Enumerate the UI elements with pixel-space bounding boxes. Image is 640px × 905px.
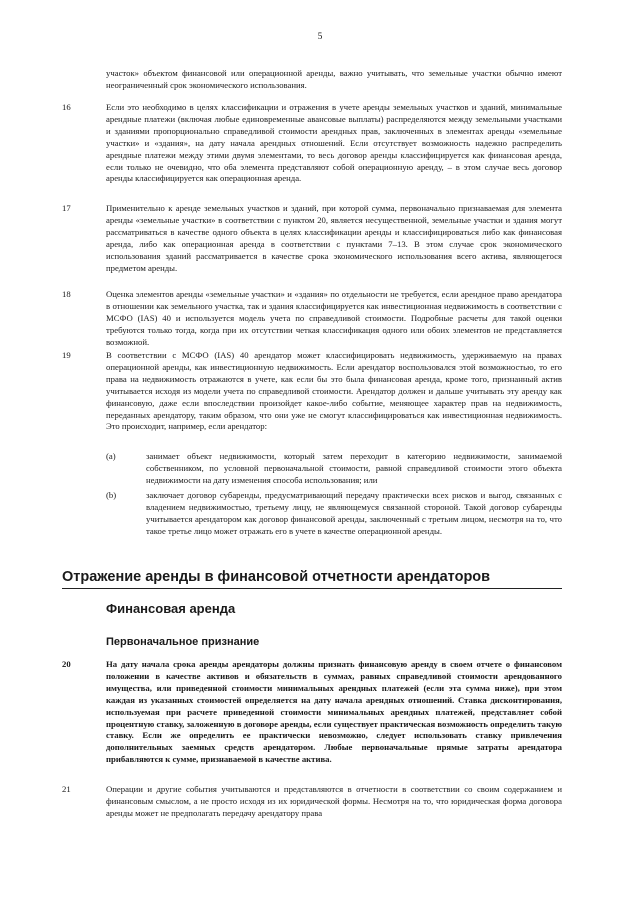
paragraph-number-18: 18 <box>62 289 71 299</box>
paragraph-16-text: Если это необходимо в целях классификации и отражения в учете аренды земельных участков и зданий, минимальные арендные платежи (включая любые единовременные авансовые выплаты) распределяются между земельными участками и зданиями пропорционально справедливой стоимости арендных прав, заключенных в элементах аренды «земельные участки» и «здания», на дату начала арендных отношений. Если отсутствует возможность надежно распределить арендные платежи между этими двумя элементами, то весь договор аренды классифицируется как финансовая аренда, если только не очевидно, что оба элемента представляют собой операционную аренду, – в этом случае весь договор аренды классифицируется как операционная аренда. <box>106 102 562 184</box>
paragraph-17-text: Применительно к аренде земельных участков и зданий, при которой сумма, первоначально признаваемая для элемента аренды «земельные участки» в соответствии с пунктом 20, является несущественной, земельные участки и здания могут рассматриваться в качестве одного объекта в целях классификации аренды и классифицироваться либо как финансовая аренда, либо как операционная аренда в соответствии с пунктами 7–13. В этом случае срок экономического использования зданий рассматривается в качестве срока экономического использования всего актива, являющегося предметом аренды. <box>106 203 562 273</box>
subitem-text-a: занимает объект недвижимости, который затем переходит в категорию недвижимости, занимаемой собственником, по условной первоначальной стоимости, равной справедливой стоимости этого объекта недвижимости на дату изменения способа использования; или <box>146 451 562 485</box>
subitem-label-a: (a) <box>106 451 116 461</box>
paragraph-number-17: 17 <box>62 203 71 213</box>
paragraph-number-21: 21 <box>62 784 71 794</box>
section-heading: Отражение аренды в финансовой отчетности арендаторов <box>62 568 562 589</box>
subitem-text-b: заключает договор субаренды, предусматривающий передачу практически всех рисков и выгод, связанных с владением недвижимостью, третьему лицу, не являющемуся связанной стороной. Такой договор субаренды учитывается арендатором как договор финансовой аренды, заключенный с третьим лицом, несмотря на то, что такое третье лицо может отражать его в учете в качестве операционной аренды. <box>146 490 562 536</box>
subsection-heading: Финансовая аренда <box>106 601 236 616</box>
subitem-label-b: (b) <box>106 490 117 500</box>
paragraph-19-text: В соответствии с МСФО (IAS) 40 арендатор может классифицировать недвижимость, удерживаемую на правах операционной аренды, как инвестиционную недвижимость. Если арендатор воспользовался этой возможностью, то его права на недвижимость отражаются в учете, как если бы это была финансовая аренда, кроме того, признанный актив учитывается исходя из модели учета по справедливой стоимости. Арендатор должен и дальше учитывать эту аренду как финансовую, даже если впоследствии произойдет какое-либо событие, меняющее характер прав на недвижимость, переданных арендатору, таким образом, что они уже не смогут классифицироваться как инвестиционная недвижимость. Это происходит, например, если арендатор: <box>106 350 562 432</box>
intro-continuation: участок» объектом финансовой или операционной аренды, важно учитывать, что земельные участки обычно имеют неограниченный срок экономического использования. <box>106 68 562 90</box>
paragraph-18-text: Оценка элементов аренды «земельные участки» и «здания» по отдельности не требуется, если арендное право арендатора в отношении как земельного участка, так и здания классифицируется как инвестиционная недвижимость в соответствии с МСФО (IAS) 40 и используется модель учета по справедливой стоимости. Подробные расчеты для такой оценки требуются только тогда, когда при их отсутствии четкая классификация одного или обоих элементов не представляется возможной. <box>106 289 562 347</box>
paragraph-number-16: 16 <box>62 102 71 112</box>
paragraph-number-19: 19 <box>62 350 71 360</box>
paragraph-20-text: На дату начала срока аренды арендаторы должны признать финансовую аренду в своем отчете о финансовом положении в качестве активов и обязательств в суммах, равных справедливой стоимости арендованного имущества, или приведенной стоимости минимальных арендных платежей (если эта сумма ниже), при этом каждая из указанных стоимостей определяется на дату начала арендных отношений. Ставка дисконтирования, используемая при расчете приведенной стоимости минимальных арендных платежей, представляет собой процентную ставку, заложенную в договоре аренды, если существует практическая возможность определить такую ставку. Если же определить ее практически невозможно, следует использовать ставку привлечения дополнительных заемных средств арендатором. Любые первоначальные прямые затраты арендатора прибавляются к сумме, признаваемой в качестве актива. <box>106 659 562 765</box>
paragraph-21-text: Операции и другие события учитываются и представляются в отчетности в соответствии со своим содержанием и финансовым смыслом, а не просто исходя из их юридической формы. Несмотря на то, что юридическая форма договора аренды может не предполагать передачу арендатору права <box>106 784 562 818</box>
paragraph-number-20: 20 <box>62 659 71 669</box>
subsubsection-heading: Первоначальное признание <box>106 636 260 648</box>
page-number: 5 <box>317 32 323 42</box>
